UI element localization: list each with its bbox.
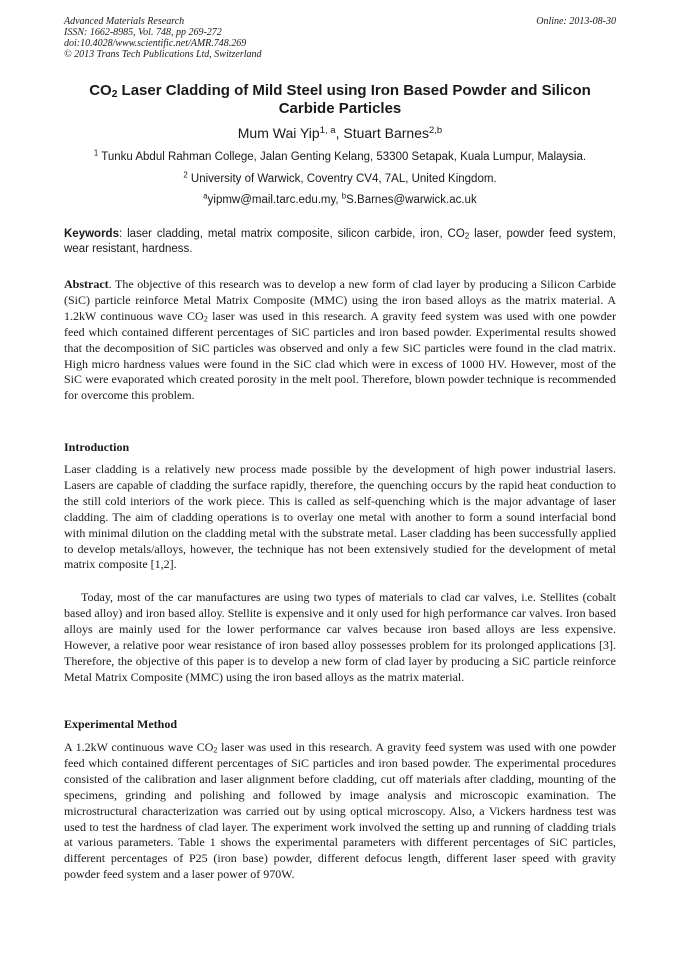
author-name: Mum Wai Yip: [237, 125, 320, 141]
experimental-heading: Experimental Method: [64, 717, 177, 731]
introduction-paragraph-2: Today, most of the car manufactures are using two types of materials to clad car valves, i.e. Stellites (cobalt based alloy) and iron based alloy. Stellite is expensive and it only used for high performance car valves. Iron based alloys are mainly used for the lower performance car valves because iron based alloys are less expensive. However, a relative poor wear resistance of iron based alloy possesses problem for its prolonged applications [3]. Therefore, the objective of this paper is to develop a new form of clad layer by producing a SiC particle reinforce Metal Matrix Composite (MMC) using the iron based alloys as the matrix material.: [64, 590, 616, 684]
experimental-paragraph: A 1.2kW continuous wave $CO_2$ laser was used in this research. A gravity feed system was used with one powder feed which contained different percentages of SiC particles and iron based powder. The experimental procedures consisted of the calibration and laser alignment before cladding, cut off materials after cladding, mounting of the specimens, grinding and polishing and followed by image analysis and microscopic examination. The microstructural characterization was carried out by using optical microscopy. Also, a Vickers hardness test was used to test the hardness of clad layer. The experiment work involved the setting up and running of cladding trials at various parameters. Table 1 shows the experimental parameters with different percentages of SiC particles, different percentages of P25 (iron base) powder, different defocus length, different laser speed with gravity powder feed system and a laser power of 970W.: [64, 740, 617, 882]
journal-header: [64, 16, 616, 60]
affiliation-1: $^1$ Tunku Abdul Rahman College, Jalan Genting Kelang, 53300 Setapak, Kuala Lumpur, Malaysia.: [93, 148, 587, 163]
introduction-paragraph-1: Laser cladding is a relatively new process made possible by the development of high power industrial lasers. Lasers are capable of cladding the surface rapidly, therefore, the quenching occurs by the rapid heat conduction to the still cold interiors of the work piece. This is called as self-quenching which is the major advantage of laser cladding. The aim of cladding operations is to overlay one metal with another to form a sound interfacial bond with minimal dilution on the cladding metal with the substrate metal. Laser cladding has been successfully applied to develop metals/alloys, however, the technique has not been extensively studied for the development of metal matrix composite [1,2].: [64, 462, 616, 572]
author-name: Stuart Barnes: [343, 125, 429, 141]
keywords-label: Keywords: [64, 228, 119, 240]
affiliation-2: $^2$ University of Warwick, Coventry CV4, 7AL, United Kingdom.: [183, 170, 497, 185]
introduction-heading: Introduction: [64, 440, 130, 454]
author-emails: $^a$yipmw@mail.tarc.edu.my, $^b$S.Barnes@warwick.ac.uk: [203, 191, 477, 206]
abstract-label: Abstract: [64, 277, 109, 291]
doi-line: doi:10.4028/www.scientific.net/AMR.748.269: [64, 38, 247, 49]
issn-line: ISSN: 1662-8985, Vol. 748, pp 269-272: [64, 27, 222, 38]
journal-name: Advanced Materials Research: [64, 16, 185, 27]
copyright-line: © 2013 Trans Tech Publications Ltd, Switzerland: [64, 49, 262, 60]
author-list: Mum Wai Yip$^{1, a}$, Stuart Barnes$^{2,b}$: [237, 124, 443, 141]
abstract: Abstract. The objective of this research was to develop a new form of clad layer by producing a Silicon Carbide (SiC) particle reinforce Metal Matrix Composite (MMC) using the iron based alloys as the matrix material. A 1.2kW continuous wave $CO_2$ laser was used in this research. A gravity feed system was used with one powder feed which contained different percentages of SiC particles and iron based powder. Experimental results showed that the decomposition of SiC particles was observed and only a few SiC particles were found in the clad matrix. High micro hardness values were found in the SiC clad which were in excess of 1000 HV. However, most of the SiC were evaporated which created porosity in the melt pool. Therefore, blown powder technique is recommended for overcome this problem.: [64, 277, 616, 403]
online-date: Online: 2013-08-30: [536, 16, 616, 27]
keywords: Keywords: laser cladding, metal matrix composite, silicon carbide, iron, $CO_2$ laser, powder feed system, wear resistant, hardness.: [64, 228, 617, 255]
paper-title: $CO_2$ Laser Cladding of Mild Steel using Iron Based Powder and Silicon Carbide Particles: [89, 82, 591, 117]
